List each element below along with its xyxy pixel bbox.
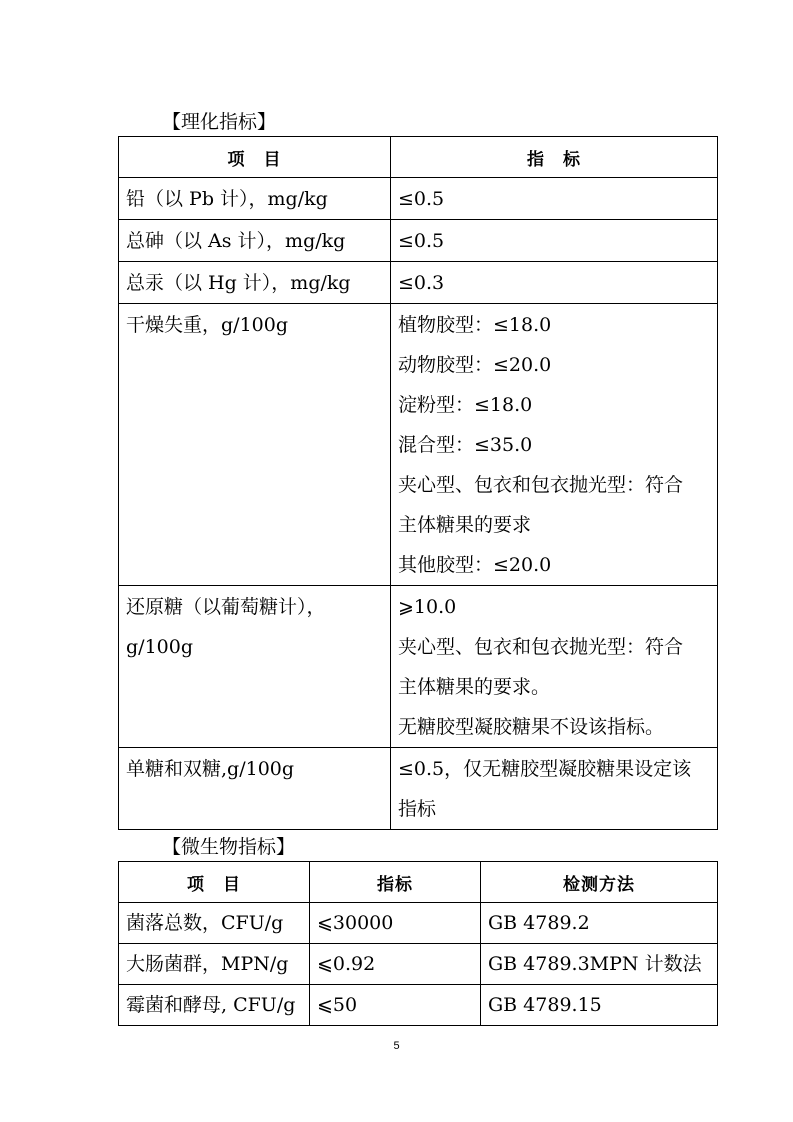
cell-line: ≤0.3 (398, 272, 445, 294)
cell-line: 淀粉型：≤18.0 (398, 394, 533, 416)
page-number: 5 (393, 1040, 400, 1052)
cell-line: ≤0.5，仅无糖胶型凝胶糖果设定该 (398, 758, 692, 780)
indicator-cell (391, 304, 718, 586)
table-header-row (119, 137, 718, 178)
header-item: 项 目 (119, 862, 310, 903)
microbiological-title: 【微生物指标】 (162, 836, 296, 858)
cell-line: 总砷（以 As 计），mg/kg (126, 230, 346, 252)
item-cell (119, 178, 391, 220)
indicator-cell (391, 586, 718, 748)
header-indicator: 指标 (310, 862, 481, 903)
item-cell (119, 262, 391, 304)
cell-line: 主体糖果的要求。 (398, 676, 551, 698)
table-row (119, 178, 718, 220)
cell-line: ≤0.5 (398, 230, 445, 252)
test-method-cell: GB 4789.2 (481, 903, 718, 944)
indicator-cell: ⩽0.92 (310, 944, 481, 985)
item-cell: 霉菌和酵母, CFU/g (119, 985, 310, 1026)
item-cell (119, 748, 391, 830)
cell-line: 铅（以 Pb 计），mg/kg (126, 188, 328, 210)
table-row (119, 903, 718, 944)
cell-line: ≤0.5 (398, 188, 445, 210)
cell-line: 动物胶型：≤20.0 (398, 354, 552, 376)
physicochemical-title: 【理化指标】 (162, 111, 277, 133)
cell-line: 夹心型、包衣和包衣抛光型：符合 (398, 474, 684, 496)
cell-line: 其他胶型：≤20.0 (398, 554, 552, 576)
item-cell (119, 304, 391, 586)
table-row (119, 220, 718, 262)
table-row (119, 304, 718, 586)
test-method-cell: GB 4789.3MPN 计数法 (481, 944, 718, 985)
microbiological-table (118, 861, 718, 1026)
cell-line: 干燥失重，g/100g (126, 314, 288, 336)
indicator-cell (391, 220, 718, 262)
indicator-cell: ⩽30000 (310, 903, 481, 944)
cell-line: 主体糖果的要求 (398, 514, 532, 536)
table-row (119, 262, 718, 304)
test-method-cell: GB 4789.15 (481, 985, 718, 1026)
cell-line: 单糖和双糖,g/100g (126, 758, 295, 780)
indicator-cell: ⩽50 (310, 985, 481, 1026)
cell-line: 植物胶型：≤18.0 (398, 314, 552, 336)
cell-line: g/100g (126, 636, 193, 658)
header-indicator: 指 标 (391, 137, 718, 178)
physicochemical-table (118, 136, 718, 830)
indicator-cell (391, 262, 718, 304)
item-cell (119, 220, 391, 262)
cell-line: 指标 (398, 798, 437, 820)
header-test-method: 检测方法 (481, 862, 718, 903)
item-cell: 菌落总数，CFU/g (119, 903, 310, 944)
cell-line: 还原糖（以葡萄糖计）， (126, 596, 326, 618)
table-row (119, 748, 718, 830)
table-header-row (119, 862, 718, 903)
item-cell (119, 586, 391, 748)
indicator-cell (391, 748, 718, 830)
cell-line: 总汞（以 Hg 计），mg/kg (126, 272, 351, 294)
cell-line: 混合型：≤35.0 (398, 434, 533, 456)
indicator-cell (391, 178, 718, 220)
table-row (119, 586, 718, 748)
cell-line: 无糖胶型凝胶糖果不设该指标。 (398, 716, 665, 738)
table-row (119, 944, 718, 985)
cell-line: 夹心型、包衣和包衣抛光型：符合 (398, 636, 684, 658)
header-item: 项 目 (119, 137, 391, 178)
item-cell: 大肠菌群，MPN/g (119, 944, 310, 985)
cell-line: ⩾10.0 (398, 596, 457, 618)
table-row (119, 985, 718, 1026)
